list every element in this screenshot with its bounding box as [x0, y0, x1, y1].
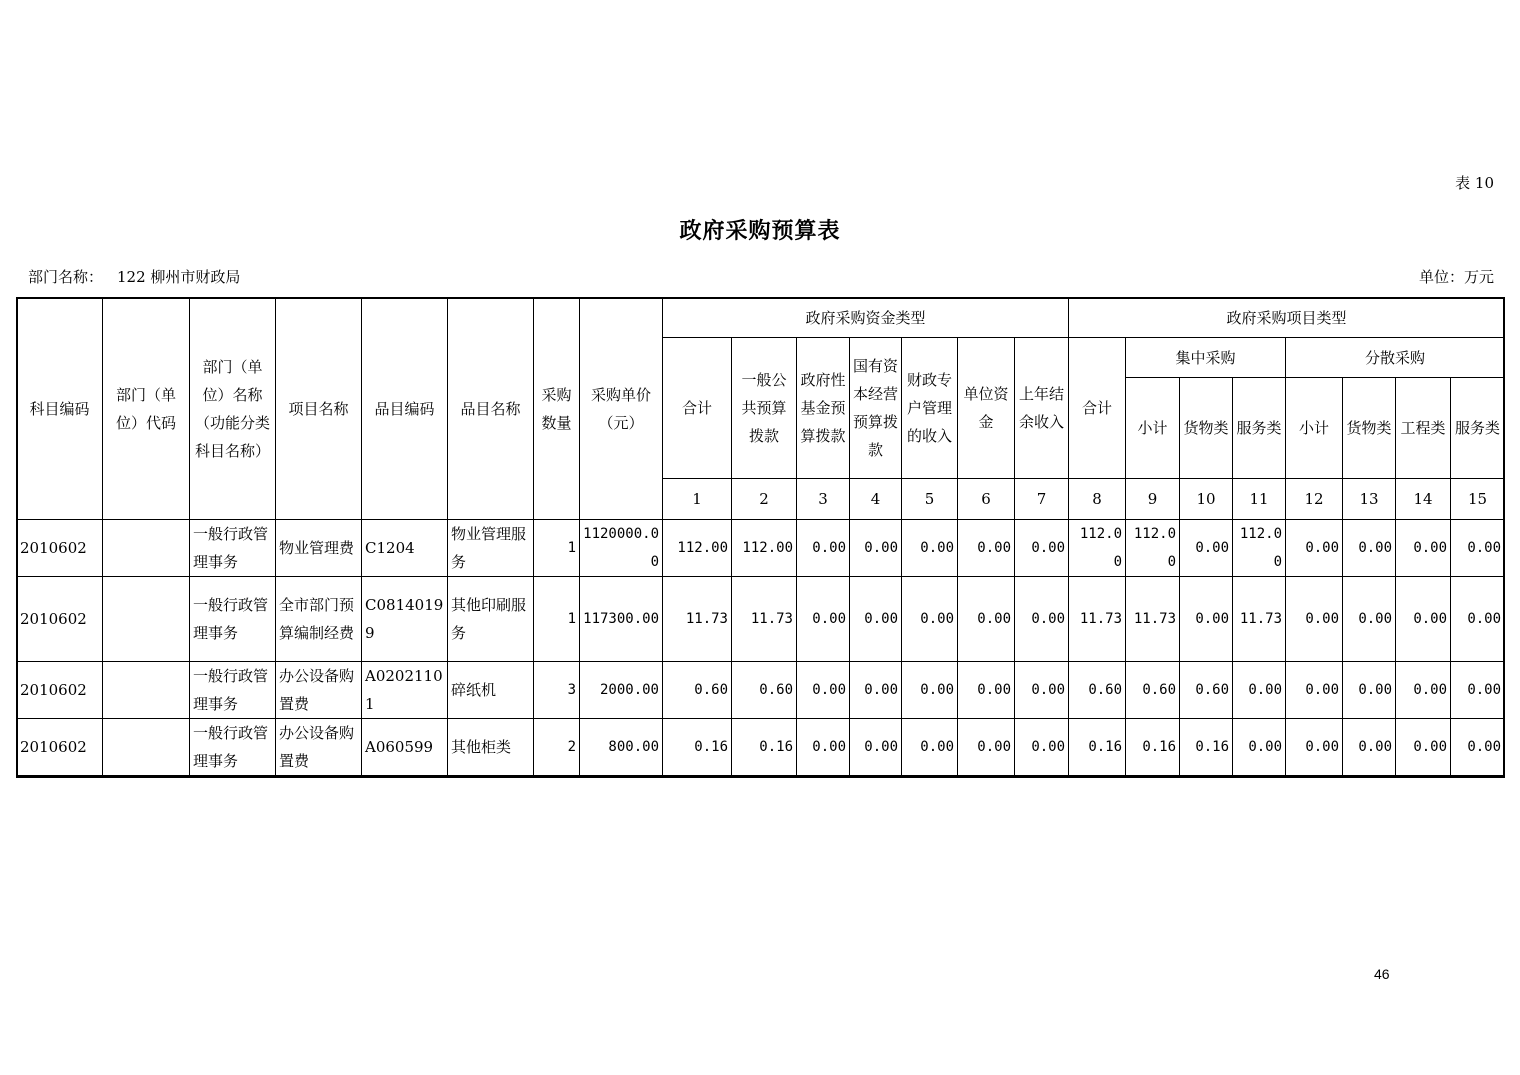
col-number: 12 — [1286, 479, 1343, 520]
cell-project-name: 物业管理费 — [276, 520, 362, 577]
header-dispersed-service: 服务类 — [1451, 378, 1505, 479]
cell-unit-price: 800.00 — [580, 719, 663, 776]
cell-value: 0.16 — [663, 719, 732, 776]
unit-label: 单位：万元 — [1418, 268, 1494, 286]
cell-item-name: 其他印刷服务 — [448, 577, 534, 662]
cell-value: 0.00 — [1286, 662, 1343, 719]
department-line — [28, 266, 240, 287]
cell-project-name: 办公设备购置费 — [276, 662, 362, 719]
header-dept-name: 部门（单位）名称（功能分类科目名称） — [190, 298, 276, 520]
header-central-service: 服务类 — [1233, 378, 1286, 479]
header-gov-fund: 政府性基金预算拨款 — [797, 338, 850, 479]
cell-value: 0.00 — [1343, 520, 1396, 577]
col-number: 2 — [732, 479, 797, 520]
cell-value: 0.00 — [1233, 662, 1286, 719]
cell-value: 0.00 — [958, 577, 1015, 662]
col-number: 14 — [1396, 479, 1451, 520]
cell-item-name: 其他柜类 — [448, 719, 534, 776]
header-project-type-group: 政府采购项目类型 — [1069, 298, 1505, 338]
cell-quantity: 1 — [534, 577, 580, 662]
col-number: 6 — [958, 479, 1015, 520]
col-number: 11 — [1233, 479, 1286, 520]
col-number: 13 — [1343, 479, 1396, 520]
table-row — [17, 520, 1505, 577]
cell-value: 112.00 — [1069, 520, 1126, 577]
cell-value: 11.73 — [732, 577, 797, 662]
header-unit-funds: 单位资金 — [958, 338, 1015, 479]
cell-value: 0.00 — [1015, 662, 1069, 719]
cell-value: 112.00 — [663, 520, 732, 577]
table-row — [17, 719, 1505, 776]
header-item-name: 品目名称 — [448, 298, 534, 520]
header-item-code: 品目编码 — [362, 298, 448, 520]
cell-value: 11.73 — [1126, 577, 1180, 662]
page-number: 46 — [1374, 966, 1390, 982]
header-dispersed-subtotal: 小计 — [1286, 378, 1343, 479]
cell-value: 0.00 — [1286, 719, 1343, 776]
cell-unit-price: 117300.00 — [580, 577, 663, 662]
col-number: 4 — [850, 479, 902, 520]
cell-value: 0.00 — [850, 662, 902, 719]
table-row — [17, 662, 1505, 719]
cell-subject-code: 2010602 — [17, 662, 103, 719]
cell-value: 0.00 — [902, 520, 958, 577]
cell-value: 0.00 — [1396, 662, 1451, 719]
cell-dept-code — [103, 662, 190, 719]
cell-value: 0.60 — [1180, 662, 1233, 719]
page-title: 政府采购预算表 — [679, 218, 841, 244]
header-general-budget: 一般公共预算拨款 — [732, 338, 797, 479]
cell-item-name: 物业管理服务 — [448, 520, 534, 577]
cell-dept-code — [103, 577, 190, 662]
header-fund-total: 合计 — [663, 338, 732, 479]
cell-value: 0.00 — [1015, 719, 1069, 776]
table-header — [17, 298, 1505, 520]
header-subject-code: 科目编码 — [17, 298, 103, 520]
cell-value: 0.16 — [1180, 719, 1233, 776]
header-dispersed-goods: 货物类 — [1343, 378, 1396, 479]
cell-value: 0.16 — [1069, 719, 1126, 776]
cell-value: 0.00 — [1015, 577, 1069, 662]
cell-value: 0.60 — [1069, 662, 1126, 719]
cell-subject-code: 2010602 — [17, 577, 103, 662]
header-fund-type-group: 政府采购资金类型 — [663, 298, 1069, 338]
cell-item-name: 碎纸机 — [448, 662, 534, 719]
cell-value: 0.00 — [797, 577, 850, 662]
cell-value: 11.73 — [1233, 577, 1286, 662]
cell-value: 0.00 — [850, 577, 902, 662]
cell-dept-name: 一般行政管理事务 — [190, 719, 276, 776]
cell-value: 0.00 — [1451, 520, 1505, 577]
header-state-capital: 国有资本经营预算拨款 — [850, 338, 902, 479]
cell-quantity: 3 — [534, 662, 580, 719]
col-number: 8 — [1069, 479, 1126, 520]
cell-value: 0.00 — [1180, 577, 1233, 662]
cell-value: 112.00 — [1233, 520, 1286, 577]
cell-value: 0.00 — [797, 719, 850, 776]
header-project-name: 项目名称 — [276, 298, 362, 520]
cell-dept-name: 一般行政管理事务 — [190, 520, 276, 577]
cell-value: 0.00 — [1451, 719, 1505, 776]
header-central-subtotal: 小计 — [1126, 378, 1180, 479]
cell-value: 0.00 — [797, 662, 850, 719]
header-unit-price: 采购单价（元） — [580, 298, 663, 520]
cell-value: 0.00 — [958, 662, 1015, 719]
cell-value: 0.00 — [958, 719, 1015, 776]
cell-value: 0.60 — [1126, 662, 1180, 719]
cell-value: 0.00 — [958, 520, 1015, 577]
header-dept-code: 部门（单位）代码 — [103, 298, 190, 520]
cell-project-name: 办公设备购置费 — [276, 719, 362, 776]
cell-unit-price: 2000.00 — [580, 662, 663, 719]
cell-value: 0.00 — [902, 719, 958, 776]
cell-dept-code — [103, 719, 190, 776]
cell-value: 0.00 — [1286, 577, 1343, 662]
cell-item-code: A02021101 — [362, 662, 448, 719]
cell-value: 0.00 — [1015, 520, 1069, 577]
cell-item-code: C1204 — [362, 520, 448, 577]
cell-value: 0.00 — [1396, 719, 1451, 776]
cell-value: 0.00 — [797, 520, 850, 577]
cell-value: 0.00 — [1180, 520, 1233, 577]
cell-subject-code: 2010602 — [17, 520, 103, 577]
cell-dept-name: 一般行政管理事务 — [190, 577, 276, 662]
col-number: 1 — [663, 479, 732, 520]
cell-item-code: A060599 — [362, 719, 448, 776]
cell-value: 0.00 — [850, 719, 902, 776]
col-number: 7 — [1015, 479, 1069, 520]
header-central-goods: 货物类 — [1180, 378, 1233, 479]
cell-value: 0.00 — [1396, 520, 1451, 577]
cell-value: 0.00 — [1343, 577, 1396, 662]
cell-project-name: 全市部门预算编制经费 — [276, 577, 362, 662]
header-prior-balance: 上年结余收入 — [1015, 338, 1069, 479]
cell-value: 0.00 — [1343, 719, 1396, 776]
cell-value: 0.00 — [1396, 577, 1451, 662]
cell-subject-code: 2010602 — [17, 719, 103, 776]
cell-value: 0.60 — [663, 662, 732, 719]
cell-value: 112.00 — [1126, 520, 1180, 577]
cell-quantity: 2 — [534, 719, 580, 776]
cell-value: 0.00 — [902, 577, 958, 662]
cell-value: 11.73 — [1069, 577, 1126, 662]
cell-dept-name: 一般行政管理事务 — [190, 662, 276, 719]
col-number: 15 — [1451, 479, 1505, 520]
header-central-group: 集中采购 — [1126, 338, 1286, 378]
table-row — [17, 577, 1505, 662]
col-number: 5 — [902, 479, 958, 520]
cell-value: 112.00 — [732, 520, 797, 577]
header-fiscal-special: 财政专户管理的收入 — [902, 338, 958, 479]
cell-value: 0.00 — [1343, 662, 1396, 719]
table-number: 表 10 — [1455, 174, 1494, 192]
header-dispersed-group: 分散采购 — [1286, 338, 1505, 378]
header-quantity: 采购数量 — [534, 298, 580, 520]
col-number: 3 — [797, 479, 850, 520]
cell-value: 0.00 — [1233, 719, 1286, 776]
department-label: 部门名称： — [28, 268, 104, 286]
cell-value: 0.16 — [1126, 719, 1180, 776]
cell-value: 0.00 — [850, 520, 902, 577]
header-dispersed-works: 工程类 — [1396, 378, 1451, 479]
cell-unit-price: 1120000.00 — [580, 520, 663, 577]
cell-value: 0.60 — [732, 662, 797, 719]
col-number: 9 — [1126, 479, 1180, 520]
col-number: 10 — [1180, 479, 1233, 520]
cell-value: 0.00 — [902, 662, 958, 719]
header-project-total: 合计 — [1069, 338, 1126, 479]
cell-value: 0.16 — [732, 719, 797, 776]
cell-value: 0.00 — [1451, 577, 1505, 662]
cell-quantity: 1 — [534, 520, 580, 577]
cell-dept-code — [103, 520, 190, 577]
procurement-budget-table — [16, 297, 1505, 776]
table-body — [17, 520, 1505, 776]
cell-value: 0.00 — [1451, 662, 1505, 719]
department-value: 122 柳州市财政局 — [117, 268, 241, 286]
cell-item-code: C08140199 — [362, 577, 448, 662]
cell-value: 0.00 — [1286, 520, 1343, 577]
cell-value: 11.73 — [663, 577, 732, 662]
